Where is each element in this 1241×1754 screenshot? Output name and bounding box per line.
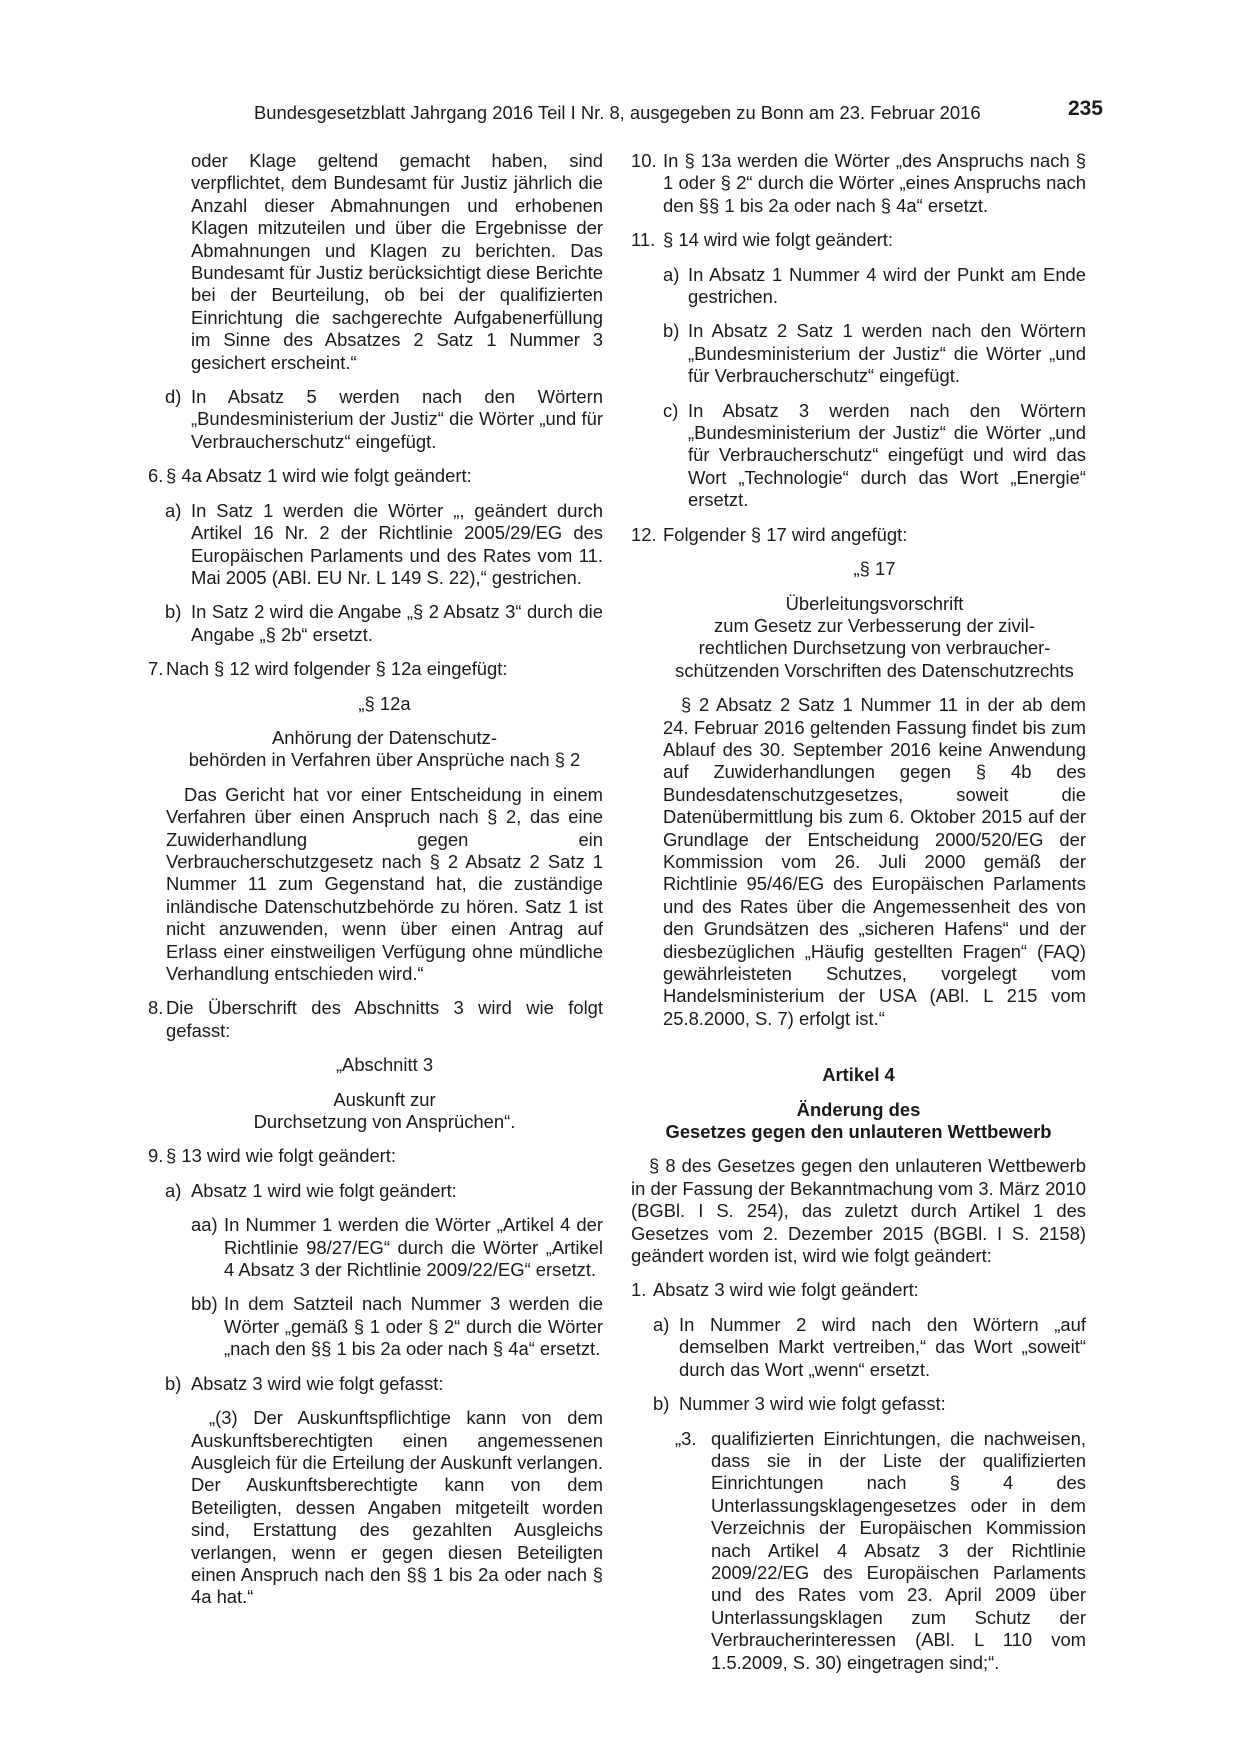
section-17-heading: „§ 17 [853,558,896,580]
item-label: a) [165,1179,182,1201]
list-item-6b [148,601,603,646]
list-item-8 [148,997,603,1042]
item-text: Die Überschrift des Abschnitts 3 wird wie folgt gefasst: [166,997,603,1041]
item-label: d) [165,386,182,408]
item-text: Folgender § 17 wird angefügt: [663,523,908,545]
list-item-9b [148,1373,603,1395]
item-text: Absatz 1 wird wie folgt geändert: [191,1179,457,1201]
item-label: bb) [191,1293,218,1315]
item-text: In dem Satzteil nach Nummer 3 werden die Wörter „gemäß § 1 oder § 2“ durch die Wörter „nach den §§ 1 bis 2a oder nach § 4a“ ersetzt. [224,1293,603,1360]
item-label: a) [663,263,680,285]
artikel-4-text: § 8 des Gesetzes gegen den unlauteren Wettbewerb in der Fassung der Bekanntmachung vom 3. März 2010 (BGBl. I S. 254), das zuletzt durch Artikel 1 des Gesetzes vom 2. Dezember 2015 (BGBl. I S. 2158) geändert worden ist, wird wie folgt geändert: [631,1155,1086,1267]
list-item-9a [148,1180,603,1202]
section-17-title-line-3: rechtlichen Durchsetzung von verbraucher- [698,637,1051,659]
item-text: In Nummer 1 werden die Wörter „Artikel 4 der Richtlinie 98/27/EG“ durch die Wörter „Artikel 4 Absatz 3 der Richtlinie 2009/22/EG“ ersetzt. [224,1214,603,1281]
item-label: 9. [148,1145,164,1167]
item-text: qualifizierten Einrichtungen, die nachweisen, dass sie in der Liste der qualifizierten Einrichtungen nach § 4 des Unterlassungsklagengesetzes oder in dem Verzeichnis der Europäischen Kommission nach Artikel 4 Absatz 3 der Richtlinie 2009/22/EG des Europäischen Parlaments und des Rates vom 23. April 2009 über Unterlassungsklagen zum Schutz der Verbraucherinteressen (ABl. L 110 vom 1.5.2009, S. 30) eingetragen sind;“. [711,1427,1086,1673]
list-item-6 [148,465,603,487]
list-item-r1b [631,1393,1086,1415]
section-12a-title-line-1: Anhörung der Datenschutz- [272,726,497,748]
item-label: c) [663,399,679,421]
list-item-r1 [631,1279,1086,1301]
item-label: 1. [631,1279,647,1301]
item-label: 8. [148,997,164,1019]
item-label: b) [653,1393,670,1415]
absatz-3-quote: „(3) Der Auskunftspflichtige kann von dem Auskunftsberechtigten einen angemessenen Ausgleich für die Erteilung der Auskunft verlangen. Der Auskunftsberechtigte kann von dem Beteiligten, dessen Angaben mitgeteilt worden sind, Erstattung des gezahlten Ausgleichs verlangen, wenn er gegen diesen Beteiligten einen Anspruch nach den §§ 1 bis 2a oder nach § 4a hat.“ [191,1407,603,1608]
item-label: 12. [631,523,657,545]
section-17-title-line-4: schützenden Vorschriften des Datenschutzrechts [675,659,1074,681]
item-text: In Satz 1 werden die Wörter „, geändert durch Artikel 16 Nr. 2 der Richtlinie 2005/29/EG des Europäischen Parlaments und des Rates vom 11. Mai 2005 (ABl. EU Nr. L 149 S. 22),“ gestrichen. [191,499,603,588]
abschnitt-3-title-line-1: Auskunft zur [333,1088,436,1110]
item-text: Absatz 3 wird wie folgt geändert: [653,1279,919,1301]
item-label: 6. [148,465,164,487]
section-12a-text: Das Gericht hat vor einer Entscheidung in einem Verfahren über einen Anspruch nach § 2, das eine Zuwiderhandlung gegen ein Verbraucherschutzgesetz nach § 2 Absatz 2 Satz 1 Nummer 11 zum Gegenstand hat, die zuständige inländische Datenschutzbehörde zu hören. Satz 1 ist nicht anzuwenden, wenn über einen Antrag auf Erlass einer einstweiligen Verfügung ohne mündliche Verhandlung entschieden wird.“ [166,783,603,984]
item-text: In Absatz 1 Nummer 4 wird der Punkt am Ende gestrichen. [688,263,1086,308]
item-text: In Absatz 2 Satz 1 werden nach den Wörtern „Bundesministerium der Justiz“ die Wörter „und für Verbraucherschutz“ eingefügt. [688,320,1086,387]
item-text: § 13 wird wie folgt geändert: [166,1145,397,1167]
item-label: b) [165,601,182,623]
right-column [631,150,1086,1674]
list-item-11 [631,229,1086,251]
list-item-11c [631,400,1086,512]
list-item-r3 [631,1428,1086,1674]
item-label: 10. [631,150,657,171]
item-label: „3. [675,1427,697,1449]
section-17-text: § 2 Absatz 2 Satz 1 Nummer 11 in der ab dem 24. Februar 2016 geltenden Fassung findet bis zum Ablauf des 30. September 2016 keine Anwendung auf Zuwiderhandlungen gegen § 4b des Bundesdatenschutzgesetzes, soweit die Datenübermittlung bis zum 6. Oktober 2015 auf der Grundlage der Entscheidung 2000/520/EG der Kommission vom 26. Juli 2000 gemäß der Richtlinie 95/46/EG des Europäischen Parlaments und des Rates über die Angemessenheit des von den Grundsätzen des „sicheren Hafens“ und der diesbezüglichen „Häufig gestellten Fragen“ (FAQ) gewährleisteten Schutzes, vorgelegt vom Handelsministerium der USA (ABl. L 215 vom 25.8.2000, S. 7) erfolgt ist.“ [663,694,1086,1029]
header-title: Bundesgesetzblatt Jahrgang 2016 Teil I Nr. 8, ausgegeben zu Bonn am 23. Februar 2016 [254,102,981,123]
item-text: In Absatz 3 werden nach den Wörtern „Bundesministerium der Justiz“ die Wörter „und für Verbraucherschutz“ eingefügt und wird das Wort „Technologie“ durch das Wort „Energie“ ersetzt. [688,399,1086,511]
item-text: In Satz 2 wird die Angabe „§ 2 Absatz 3“ durch die Angabe „§ 2b“ ersetzt. [191,601,603,645]
list-item-aa [148,1214,603,1281]
item-text: In Absatz 5 werden nach den Wörtern „Bundesministerium der Justiz“ die Wörter „und für Verbraucherschutz“ eingefügt. [191,386,603,452]
item-text: Nach § 12 wird folgender § 12a eingefügt: [166,658,508,680]
list-item-10 [631,150,1086,217]
section-12a-heading: „§ 12a [358,692,411,714]
page-header [254,98,1103,128]
left-column [148,150,603,1609]
artikel-4-title-line-1: Änderung des [796,1098,921,1120]
list-item-11a [631,264,1086,309]
item-label: 7. [148,658,164,680]
list-item-d [148,386,603,453]
section-17-title-line-2: zum Gesetz zur Verbesserung der zivil- [714,614,1035,636]
item-label: 11. [631,229,656,251]
item-text: § 14 wird wie folgt geändert: [663,229,894,251]
list-item-12 [631,524,1086,546]
item-label: aa) [191,1214,218,1236]
item-text: In § 13a werden die Wörter „des Anspruchs nach § 1 oder § 2“ durch die Wörter „eines Anspruchs nach den §§ 1 bis 2a oder nach § 4a“ ersetzt. [663,150,1086,216]
section-17-title-line-1: Überleitungsvorschrift [785,592,964,614]
list-item-7 [148,658,603,680]
list-item-bb [148,1293,603,1360]
artikel-4-heading: Artikel 4 [822,1064,895,1086]
list-item-6a [148,500,603,590]
abschnitt-3-heading: „Abschnitt 3 [335,1054,434,1076]
section-12a-title-line-2: behörden in Verfahren über Ansprüche nach § 2 [188,749,581,771]
continued-paragraph: oder Klage geltend gemacht haben, sind verpflichtet, dem Bundesamt für Justiz jährlich die Anzahl dieser Abmahnungen und erhobenen Klagen mitzuteilen und über die Ergebnisse der Abmahnungen und Klagen zu berichten. Das Bundesamt für Justiz berücksichtigt diese Berichte bei der Beurteilung, ob bei der qualifizierten Einrichtung die sachgerechte Aufgabenerfüllung im Sinne des Absatzes 2 Satz 1 Nummer 3 gesichert erscheint.“ [191,150,603,373]
list-item-r1a [631,1314,1086,1381]
list-item-11b [631,320,1086,387]
item-text: In Nummer 2 wird nach den Wörtern „auf demselben Markt vertreiben,“ das Wort „soweit“ durch das Wort „wenn“ ersetzt. [679,1313,1086,1380]
item-text: Absatz 3 wird wie folgt gefasst: [191,1372,444,1394]
abschnitt-3-title-line-2: Durchsetzung von Ansprüchen“. [253,1111,516,1133]
list-item-9 [148,1145,603,1167]
item-text: Nummer 3 wird wie folgt gefasst: [679,1393,946,1415]
item-label: b) [165,1372,182,1394]
artikel-4-title-line-2: Gesetzes gegen den unlauteren Wettbewerb [665,1121,1052,1143]
item-label: a) [165,499,182,521]
item-label: b) [663,320,680,342]
page-number: 235 [1067,97,1103,120]
item-text: § 4a Absatz 1 wird wie folgt geändert: [166,465,472,487]
item-label: a) [653,1313,670,1335]
